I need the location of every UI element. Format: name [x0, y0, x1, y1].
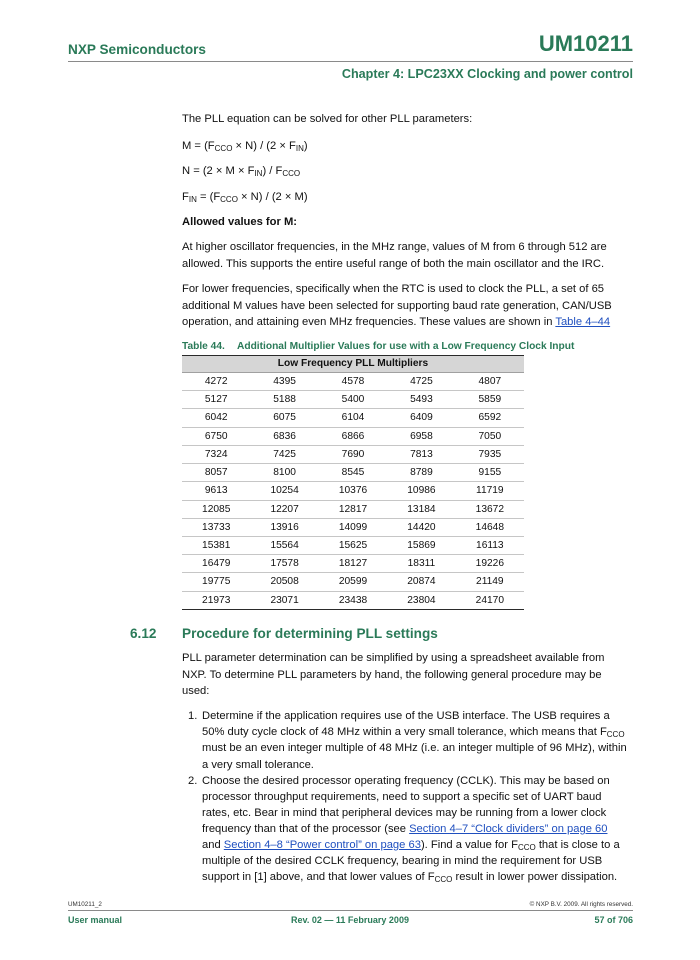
step-text: and [202, 839, 224, 851]
table-row [182, 501, 524, 519]
footer-page-number: 57 of 706 [594, 915, 633, 925]
table-cell: 20508 [270, 576, 299, 588]
table-cell: 7050 [478, 430, 502, 442]
table-cell: 21149 [476, 576, 504, 588]
table-cell: 6958 [410, 430, 433, 442]
table-cell: 9613 [204, 485, 228, 497]
step-text: ). Find a value for F [420, 839, 518, 851]
table-row [182, 428, 524, 446]
step-line [202, 870, 617, 884]
paragraph-line: additional M values have been selected for supporting baud rate generation, CAN/USB [182, 300, 612, 312]
table-caption-label: Table 44. [182, 341, 225, 352]
paragraph-line: PLL parameter determination can be simplified by using a spreadsheet available from [182, 652, 605, 664]
equation-text: × N) / (2 × M) [237, 191, 308, 203]
table-cell: 13733 [202, 521, 231, 533]
table-cell: 6866 [341, 430, 365, 442]
subscript: CCO [220, 195, 238, 204]
table-cell: 6104 [341, 412, 365, 424]
table-row [182, 555, 524, 573]
step-line: Choose the desired processor operating frequency (CCLK). This may be based on [202, 775, 610, 787]
subscript: CCO [606, 730, 625, 739]
table-cell: 5127 [204, 394, 228, 406]
step-text: result in lower power dissipation. [452, 871, 618, 883]
table-cell: 19775 [202, 576, 231, 588]
table-cell: 24170 [475, 594, 504, 606]
equation-text: N = (2 × M × F [182, 165, 255, 177]
footer-doc-rev-id: UM10211_2 [68, 901, 102, 908]
table-cell: 6836 [273, 430, 296, 442]
table-4-44-link[interactable]: Table 4–44 [555, 316, 611, 328]
multiplier-table [182, 355, 524, 610]
paragraph-line [182, 315, 610, 329]
table-row [182, 537, 524, 555]
table-cell: 5400 [341, 394, 365, 406]
table-header: Low Frequency PLL Multipliers [182, 355, 524, 373]
table-cell: 6042 [204, 412, 228, 424]
table-cell: 20599 [338, 576, 368, 588]
subscript: IN [254, 169, 263, 178]
equation-text: M = (F [182, 140, 215, 152]
table-cell: 13184 [407, 503, 436, 515]
table-cell: 23804 [407, 594, 436, 606]
table-cell: 10986 [407, 485, 436, 497]
table-cell: 11719 [476, 485, 504, 497]
step-line: must be an even integer multiple of 48 MHz (i.e. an integer multiple of 96 MHz), within [202, 742, 627, 754]
step-number: 2. [188, 775, 198, 787]
table-cell: 13672 [475, 503, 504, 515]
table-cell: 6075 [273, 412, 296, 424]
table-cell: 5859 [478, 394, 502, 406]
table-cell: 4272 [204, 376, 228, 387]
company-name: NXP Semiconductors [68, 42, 206, 57]
table-cell: 7813 [410, 448, 433, 460]
table-cell: 13916 [270, 521, 299, 533]
paragraph-line: allowed. This supports the entire useful range of both the main oscillator and the IRC. [182, 258, 605, 270]
table-cell: 19226 [475, 558, 504, 570]
allowed-values-heading: Allowed values for M: [182, 216, 297, 228]
table-cell: 10376 [338, 485, 368, 497]
table-cell: 15625 [338, 539, 368, 551]
table-cell: 8057 [204, 467, 228, 479]
table-cell: 14099 [338, 521, 368, 533]
table-cell: 18127 [338, 558, 368, 570]
footer-copyright: © NXP B.V. 2009. All rights reserved. [529, 901, 633, 908]
subscript: CCO [517, 843, 536, 852]
section-4-8-link[interactable]: Section 4–8 “Power control” on page 63 [223, 839, 421, 851]
equation-text: ) / F [262, 165, 283, 177]
footer-rule [68, 910, 633, 911]
table-cell: 17578 [270, 558, 299, 570]
table-cell: 7935 [478, 448, 502, 460]
table-cell: 10254 [270, 485, 299, 497]
subscript: CCO [282, 169, 301, 178]
paragraph-line: At higher oscillator frequencies, in the MHz range, values of M from 6 through 512 are [182, 241, 607, 253]
table-cell: 9155 [478, 467, 502, 479]
table-row [182, 391, 524, 409]
step-line [202, 838, 620, 852]
equation-text: × N) / (2 × F [232, 140, 296, 152]
step-line: rates, etc. Bear in mind that peripheral devices may be running from a lower clock [202, 807, 607, 819]
table-cell: 7690 [341, 448, 365, 460]
subscript: IN [188, 195, 197, 204]
table-row [182, 446, 524, 464]
footer-doc-type: User manual [68, 915, 123, 925]
equation-text: = (F [196, 191, 221, 203]
step-line: Determine if the application requires use of the USB interface. The USB requires a [202, 710, 610, 722]
table-cell: 8100 [273, 467, 296, 479]
table-cell: 15381 [202, 539, 231, 551]
table-caption-title: Additional Multiplier Values for use with a Low Frequency Clock Input [237, 341, 575, 352]
step-line: processor throughput requirements, need to support a specific set of UART baud [202, 791, 602, 803]
step-line [202, 822, 607, 836]
subscript: IN [295, 144, 304, 153]
table-cell: 4578 [341, 376, 365, 387]
step-number: 1. [188, 710, 198, 722]
section-4-7-link[interactable]: Section 4–7 “Clock dividers” on page 60 [409, 823, 608, 835]
table-cell: 6750 [204, 430, 228, 442]
table-cell: 21973 [202, 594, 231, 606]
table-cell: 20874 [407, 576, 436, 588]
table-cell: 6592 [478, 412, 502, 424]
table-row [182, 482, 524, 500]
equation-text: F [182, 191, 189, 203]
table-row [182, 573, 524, 591]
step-line: a very small tolerance. [202, 759, 314, 771]
subscript: CCO [214, 144, 233, 153]
table-row [182, 373, 524, 391]
table-cell: 8545 [341, 467, 365, 479]
paragraph-line: NXP. To determine PLL parameters by hand, the following general procedure may be [182, 669, 602, 681]
table-cell: 12817 [338, 503, 368, 515]
step-text: that is close to a [535, 839, 620, 851]
table-cell: 5493 [410, 394, 433, 406]
table-cell: 14420 [407, 521, 436, 533]
table-cell: 14648 [475, 521, 504, 533]
table-cell: 4807 [478, 376, 502, 387]
table-cell: 23438 [338, 594, 368, 606]
equation-m [182, 139, 308, 153]
table-row [182, 464, 524, 482]
section-title: Procedure for determining PLL settings [182, 626, 438, 641]
table-cell: 4725 [410, 376, 433, 387]
table-cell: 12207 [270, 503, 299, 515]
step-text: 50% duty cycle clock of 48 MHz within a very small tolerance, which means that F [202, 726, 607, 738]
table-cell: 15869 [407, 539, 436, 551]
table-caption [182, 340, 574, 354]
header-rule [68, 61, 633, 62]
table-cell: 12085 [202, 503, 231, 515]
table-cell: 16113 [476, 539, 504, 551]
paragraph-line: used: [182, 685, 210, 697]
table-cell: 16479 [202, 558, 231, 570]
equation-n [182, 164, 300, 178]
table-cell: 23071 [270, 594, 299, 606]
table-cell: 7324 [204, 448, 228, 460]
multiplier-table-body [182, 373, 524, 610]
step-line: multiple of the desired CCLK frequency, bearing in mind the requirement for USB [202, 855, 603, 867]
step-text: frequency than that of the processor (see [202, 823, 410, 835]
table-row [182, 519, 524, 537]
chapter-title: Chapter 4: LPC23XX Clocking and power control [341, 67, 633, 81]
table-cell: 8789 [410, 467, 433, 479]
paragraph-line: For lower frequencies, specifically when the RTC is used to clock the PLL, a set of 65 [182, 283, 605, 295]
intro-text: The PLL equation can be solved for other PLL parameters: [182, 113, 473, 125]
table-cell: 7425 [273, 448, 296, 460]
table-cell: 15564 [270, 539, 299, 551]
table-cell: 6409 [410, 412, 433, 424]
subscript: CCO [434, 875, 453, 884]
step-line [202, 725, 625, 739]
equation-fin [182, 190, 308, 204]
table-row [182, 592, 524, 610]
step-text: support in [1] above, and that lower values of F [202, 871, 435, 883]
section-number: 6.12 [130, 626, 157, 641]
footer-revision: Rev. 02 — 11 February 2009 [291, 915, 409, 925]
equation-text: ) [303, 140, 308, 152]
table-row [182, 409, 524, 427]
document-id: UM10211 [538, 31, 633, 56]
table-cell: 5188 [273, 394, 296, 406]
table-cell: 18311 [407, 558, 436, 570]
table-cell: 4395 [273, 376, 296, 387]
paragraph-text: operation, and attaining even MHz frequencies. These values are shown in [182, 316, 556, 328]
